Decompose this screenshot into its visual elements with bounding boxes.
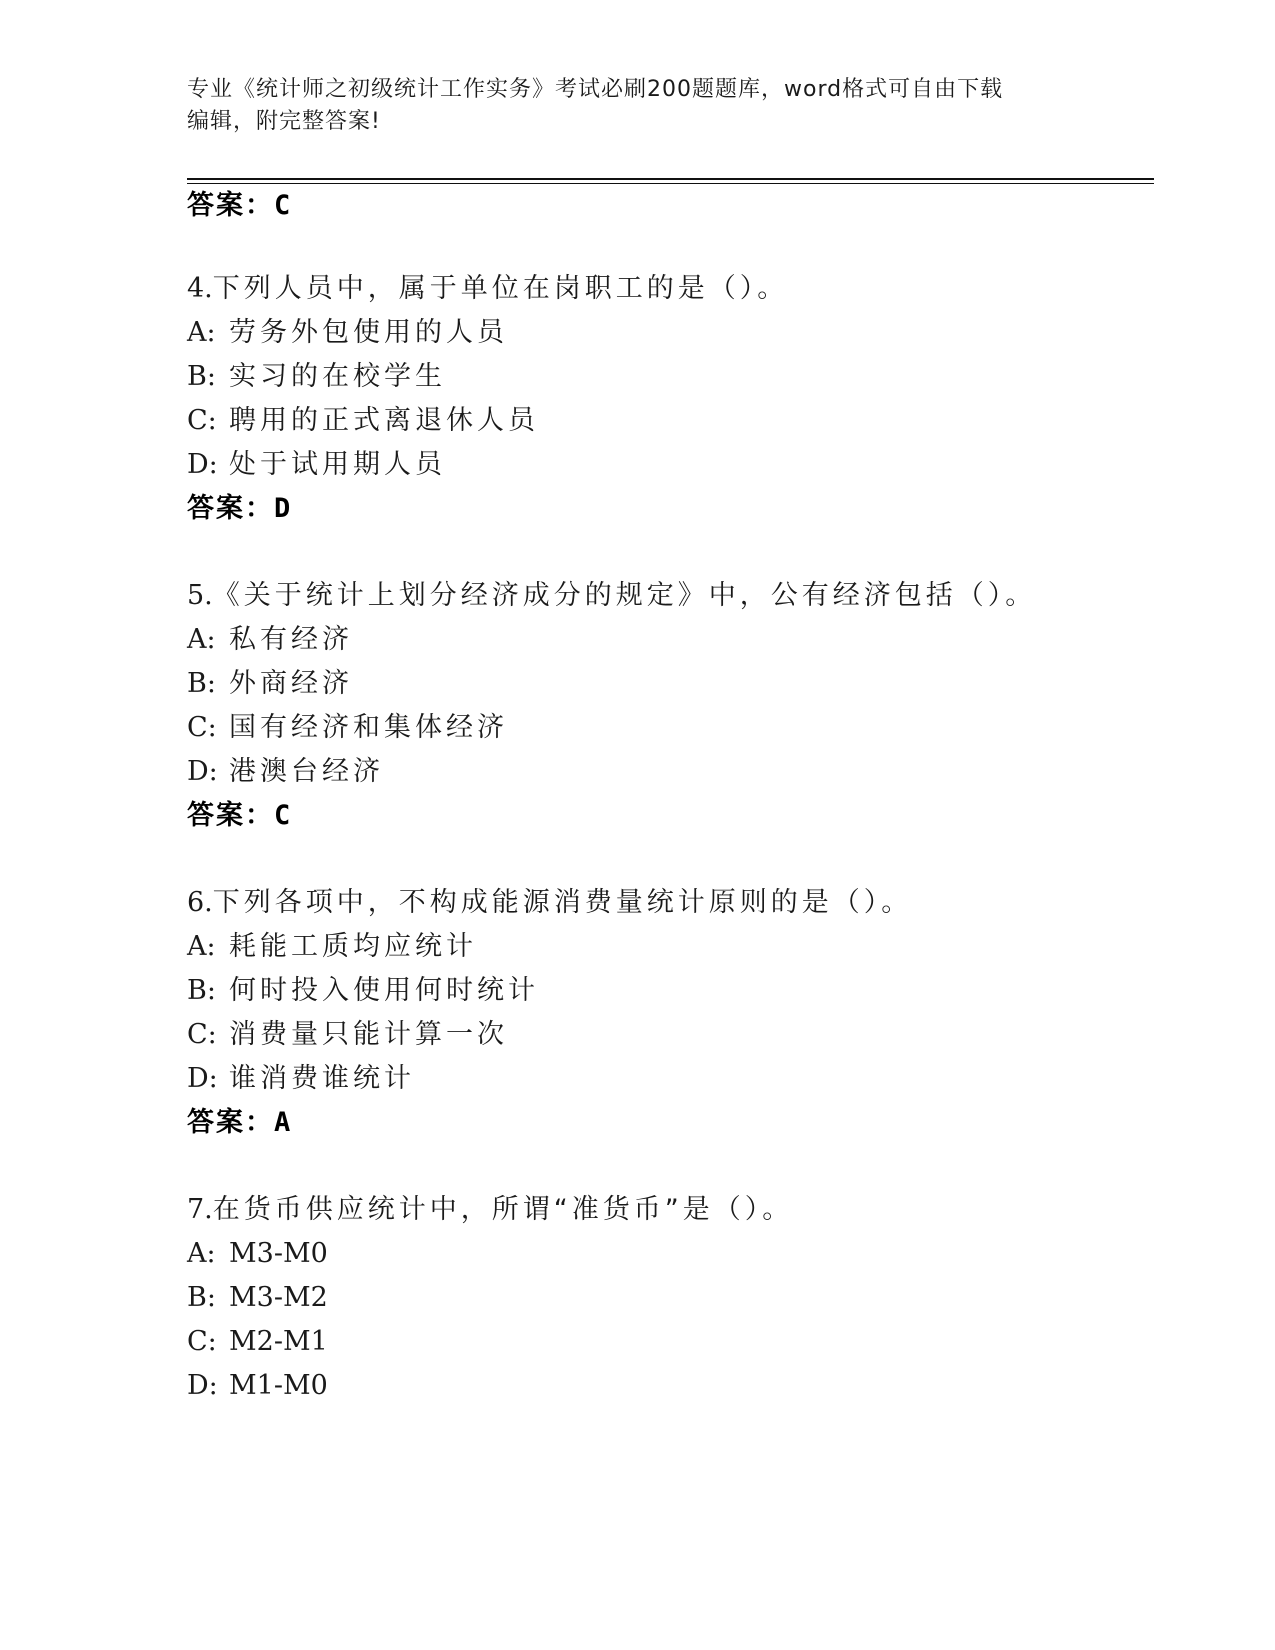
option-text: M3-M0 bbox=[229, 1238, 328, 1269]
option-key: C: bbox=[187, 712, 217, 743]
option-key: A: bbox=[187, 317, 216, 348]
option-a bbox=[187, 622, 353, 658]
option-text: M3-M2 bbox=[229, 1282, 328, 1313]
option-text: 港澳台经济 bbox=[229, 756, 384, 787]
option-c bbox=[187, 403, 539, 439]
answer-label: 答案： bbox=[187, 493, 274, 524]
option-key: B: bbox=[187, 1282, 216, 1313]
option-key: D: bbox=[187, 1370, 218, 1401]
answer-value: D bbox=[274, 493, 293, 524]
question-text: 下列各项中，不构成能源消费量统计原则的是（）。 bbox=[212, 887, 913, 918]
option-b bbox=[187, 359, 446, 395]
option-d bbox=[187, 1061, 415, 1097]
header-divider-thin bbox=[187, 183, 1154, 184]
option-text: 国有经济和集体经济 bbox=[229, 712, 508, 743]
document-header bbox=[187, 74, 1087, 138]
option-key: D: bbox=[187, 1063, 218, 1094]
option-key: B: bbox=[187, 668, 216, 699]
question-number: 7. bbox=[187, 1194, 213, 1225]
option-c bbox=[187, 1017, 508, 1053]
option-text: 何时投入使用何时统计 bbox=[229, 975, 539, 1006]
option-b bbox=[187, 1280, 328, 1316]
question-text: 下列人员中，属于单位在岗职工的是（）。 bbox=[212, 273, 789, 304]
question-number: 4. bbox=[187, 273, 213, 304]
option-text: 消费量只能计算一次 bbox=[229, 1019, 508, 1050]
option-text: 私有经济 bbox=[229, 624, 353, 655]
header-line-1: 专业《统计师之初级统计工作实务》考试必刷200题题库，word格式可自由下载 bbox=[187, 77, 1004, 102]
question-stem bbox=[187, 578, 1036, 614]
option-key: C: bbox=[187, 405, 217, 436]
option-key: A: bbox=[187, 624, 216, 655]
option-text: M1-M0 bbox=[229, 1370, 328, 1401]
option-a bbox=[187, 929, 477, 965]
option-key: A: bbox=[187, 931, 216, 962]
option-d bbox=[187, 1368, 328, 1404]
answer-value: A bbox=[274, 1107, 293, 1138]
option-a bbox=[187, 315, 508, 351]
option-key: B: bbox=[187, 975, 216, 1006]
answer-line bbox=[187, 491, 292, 527]
option-key: C: bbox=[187, 1019, 217, 1050]
option-text: 处于试用期人员 bbox=[229, 449, 446, 480]
option-key: C: bbox=[187, 1326, 217, 1357]
option-c bbox=[187, 710, 508, 746]
option-d bbox=[187, 447, 446, 483]
answer-label: 答案： bbox=[187, 800, 274, 831]
option-text: 耗能工质均应统计 bbox=[229, 931, 477, 962]
option-text: 外商经济 bbox=[229, 668, 353, 699]
option-text: 劳务外包使用的人员 bbox=[229, 317, 508, 348]
option-a bbox=[187, 1236, 328, 1272]
option-c bbox=[187, 1324, 328, 1360]
option-key: D: bbox=[187, 449, 218, 480]
option-text: 实习的在校学生 bbox=[229, 361, 446, 392]
option-key: D: bbox=[187, 756, 218, 787]
question-stem bbox=[187, 1192, 793, 1228]
option-key: B: bbox=[187, 361, 216, 392]
question-number: 6. bbox=[187, 887, 213, 918]
option-text: 谁消费谁统计 bbox=[229, 1063, 415, 1094]
answer-value: C bbox=[274, 190, 293, 221]
header-divider-thick bbox=[187, 178, 1154, 180]
option-b bbox=[187, 973, 539, 1009]
answer-line bbox=[187, 798, 292, 834]
option-key: A: bbox=[187, 1238, 216, 1269]
header-line-2: 编辑，附完整答案! bbox=[187, 109, 381, 134]
option-d bbox=[187, 754, 384, 790]
question-text: 在货币供应统计中，所谓“准货币”是（）。 bbox=[212, 1194, 794, 1225]
question-text: 《关于统计上划分经济成分的规定》中，公有经济包括（）。 bbox=[212, 580, 1037, 611]
answer-line bbox=[187, 188, 292, 224]
answer-line bbox=[187, 1105, 292, 1141]
question-number: 5. bbox=[187, 580, 213, 611]
question-stem bbox=[187, 271, 788, 307]
option-text: 聘用的正式离退休人员 bbox=[229, 405, 539, 436]
answer-label: 答案： bbox=[187, 190, 274, 221]
option-text: M2-M1 bbox=[229, 1326, 328, 1357]
answer-value: C bbox=[274, 800, 293, 831]
option-b bbox=[187, 666, 353, 702]
question-stem bbox=[187, 885, 912, 921]
answer-label: 答案： bbox=[187, 1107, 274, 1138]
